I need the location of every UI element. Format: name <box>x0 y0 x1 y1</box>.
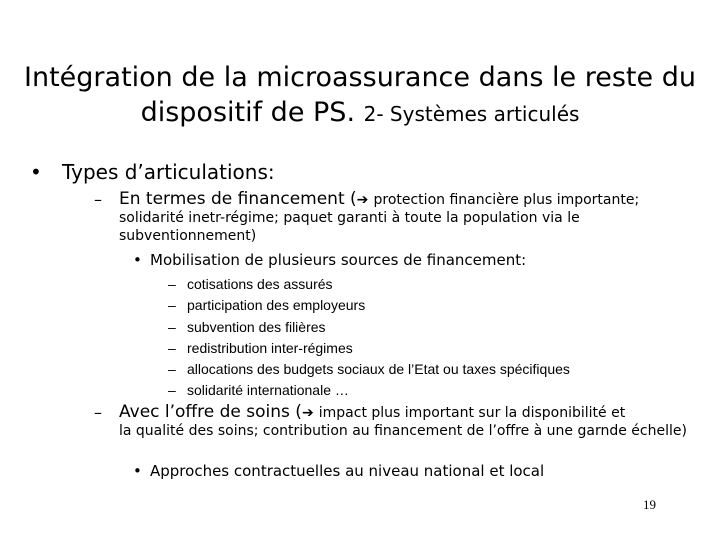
list-item-text: redistribution inter-régimes <box>187 339 353 356</box>
list-item <box>168 296 570 317</box>
list-item <box>168 381 570 402</box>
dash-marker: – <box>94 190 102 209</box>
point-care-detail: impact plus important sur la disponibilité et <box>318 405 626 421</box>
page-number: 19 <box>643 497 656 512</box>
financing-sources-list <box>168 275 570 403</box>
main-bullet <box>30 160 275 184</box>
dash-marker: – <box>168 318 176 335</box>
point-financing-detail: protection financière plus importante; <box>373 192 640 208</box>
point-care-detail-rest: la qualité des soins; contribution au financement de l’offre à une garnde échelle) <box>119 423 687 439</box>
point-financing-detail-rest: solidarité inetr-régime; paquet garanti à toute la population via le subventionnement) <box>119 210 580 244</box>
point-financing-heading: En termes de financement ( <box>119 189 357 209</box>
dash-marker: – <box>168 297 176 314</box>
list-item-text: solidarité internationale … <box>187 382 349 399</box>
financing-sub-bullet-text: Mobilisation de plusieurs sources de financement: <box>150 251 527 269</box>
bullet-dot: • <box>133 251 142 269</box>
list-item-text: cotisations des assurés <box>187 276 333 292</box>
list-item <box>168 339 570 360</box>
dash-marker: – <box>168 382 176 399</box>
care-sub-bullet-text: Approches contractuelles au niveau national et local <box>150 462 545 480</box>
list-item-text: participation des employeurs <box>187 297 366 314</box>
slide-title <box>20 60 700 132</box>
list-item-text: allocations des budgets sociaux de l’Etat ou taxes spécifiques <box>187 361 570 378</box>
title-sub: 2- Systèmes articulés <box>363 102 580 126</box>
point-financing <box>94 189 699 245</box>
dash-marker: – <box>94 403 102 422</box>
arrow-right-icon: ➔ <box>301 405 314 421</box>
list-item-text: subvention des filières <box>187 318 326 335</box>
point-care-heading: Avec l’offre de soins ( <box>119 402 302 422</box>
list-item <box>168 318 570 339</box>
bullet-dot: • <box>30 160 42 184</box>
title-main: Intégration de la microassurance dans le reste du dispositif de PS. <box>24 62 696 128</box>
financing-sub-bullet <box>133 251 527 269</box>
dash-marker: – <box>168 276 176 292</box>
dash-marker: – <box>168 339 176 356</box>
dash-marker: – <box>168 361 176 378</box>
arrow-right-icon: ➔ <box>356 192 369 208</box>
list-item <box>168 360 570 381</box>
care-sub-bullet <box>133 462 545 480</box>
point-care-supply <box>94 402 699 440</box>
list-item <box>168 275 570 296</box>
bullet-dot: • <box>133 462 142 480</box>
main-bullet-text: Types d’articulations: <box>62 160 275 184</box>
